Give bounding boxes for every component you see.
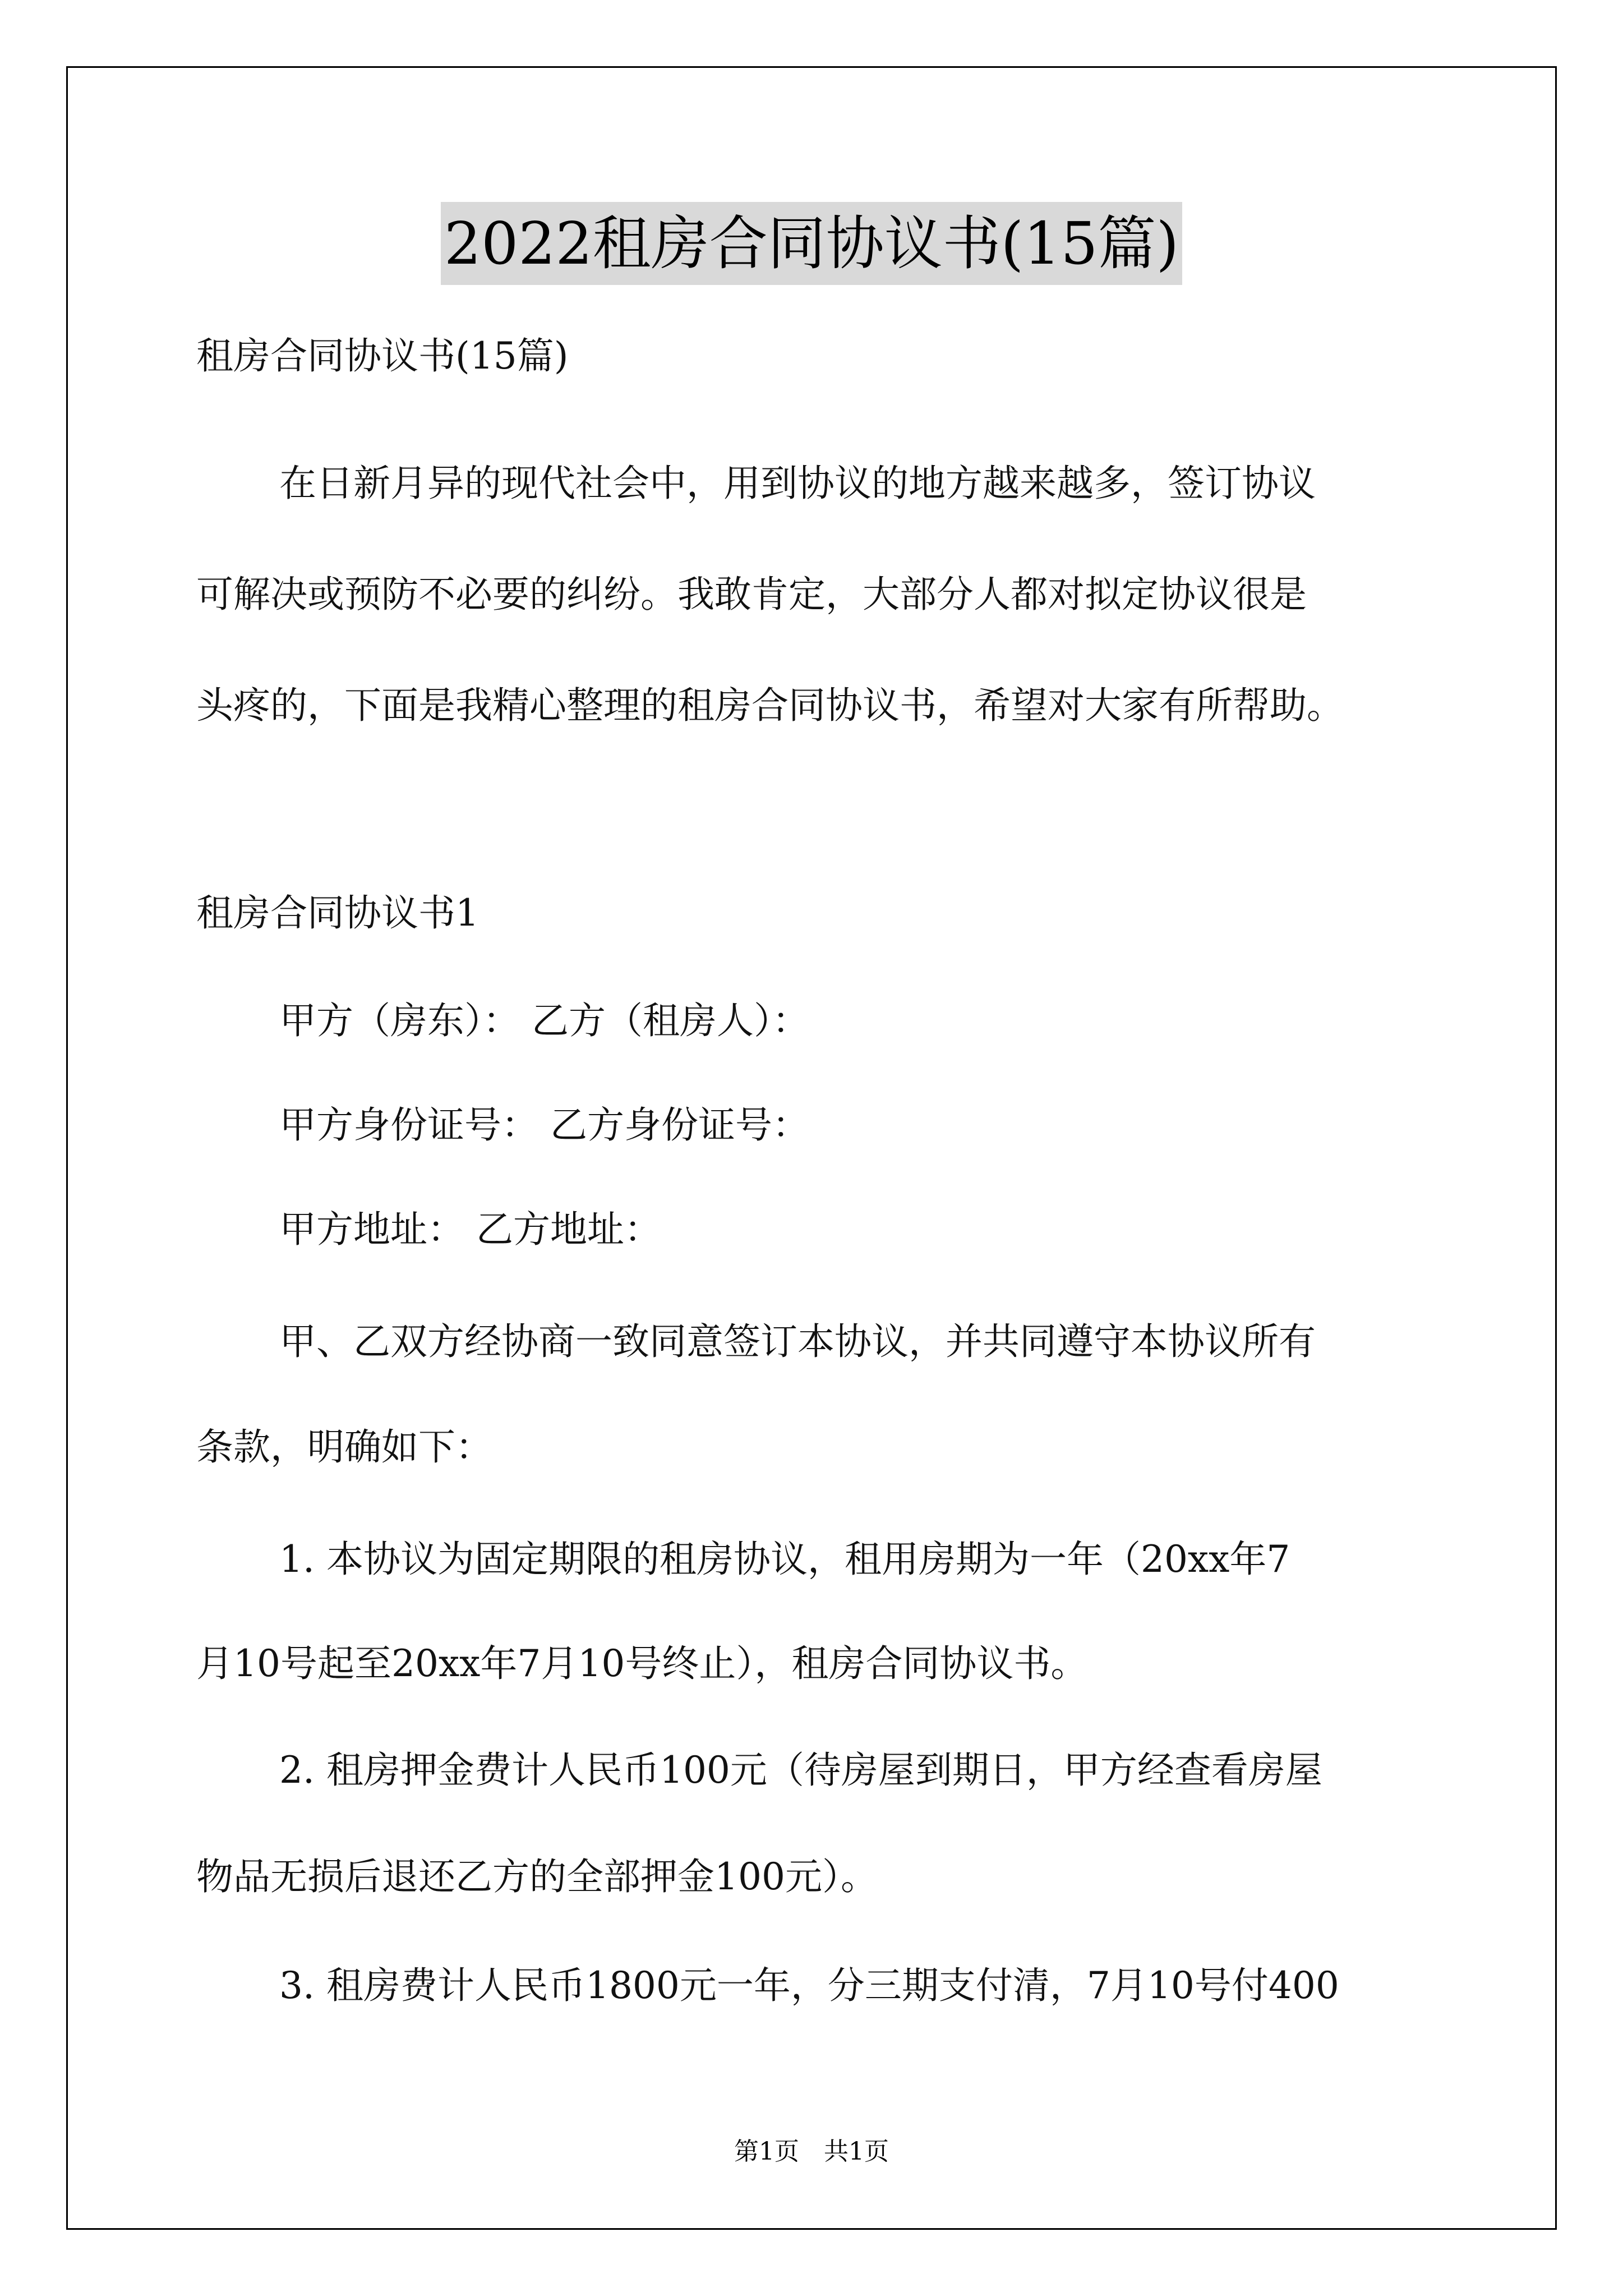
page-footer: 第1页 共1页 — [734, 2137, 889, 2166]
party-addresses: 甲方地址： 乙方地址： — [279, 1208, 661, 1251]
clause-1-line-2: 月10号起至20xx年7月10号终止），租房合同协议书。 — [196, 1642, 1088, 1685]
agreement-line-1: 甲、乙双方经协商一致同意签订本协议，并共同遵守本协议所有 — [279, 1320, 1316, 1363]
clause-2-line-1: 2. 租房押金费计人民币100元（待房屋到期日，甲方经查看房屋 — [279, 1749, 1322, 1792]
title-block — [0, 202, 1623, 285]
agreement-line-2: 条款，明确如下： — [196, 1425, 492, 1469]
intro-line-2: 可解决或预防不必要的纠纷。我敢肯定，大部分人都对拟定协议很是 — [196, 573, 1307, 616]
document-title: 2022租房合同协议书(15篇) — [441, 202, 1182, 285]
intro-line-1: 在日新月异的现代社会中，用到协议的地方越来越多，签订协议 — [279, 462, 1316, 505]
page-border — [66, 66, 1557, 2230]
subtitle: 租房合同协议书(15篇) — [196, 334, 569, 378]
party-id-numbers: 甲方身份证号： 乙方身份证号： — [279, 1103, 809, 1147]
clause-2-line-2: 物品无损后退还乙方的全部押金100元）。 — [196, 1855, 878, 1898]
clause-1-line-1: 1. 本协议为固定期限的租房协议，租用房期为一年（20xx年7 — [279, 1538, 1290, 1581]
intro-line-3: 头疼的，下面是我精心整理的租房合同协议书，希望对大家有所帮助。 — [196, 684, 1344, 727]
party-names: 甲方（房东）： 乙方（租房人）： — [279, 999, 809, 1042]
clause-3-line-1: 3. 租房费计人民币1800元一年，分三期支付清，7月10号付400 — [279, 1964, 1339, 2007]
section-heading: 租房合同协议书1 — [196, 891, 479, 935]
